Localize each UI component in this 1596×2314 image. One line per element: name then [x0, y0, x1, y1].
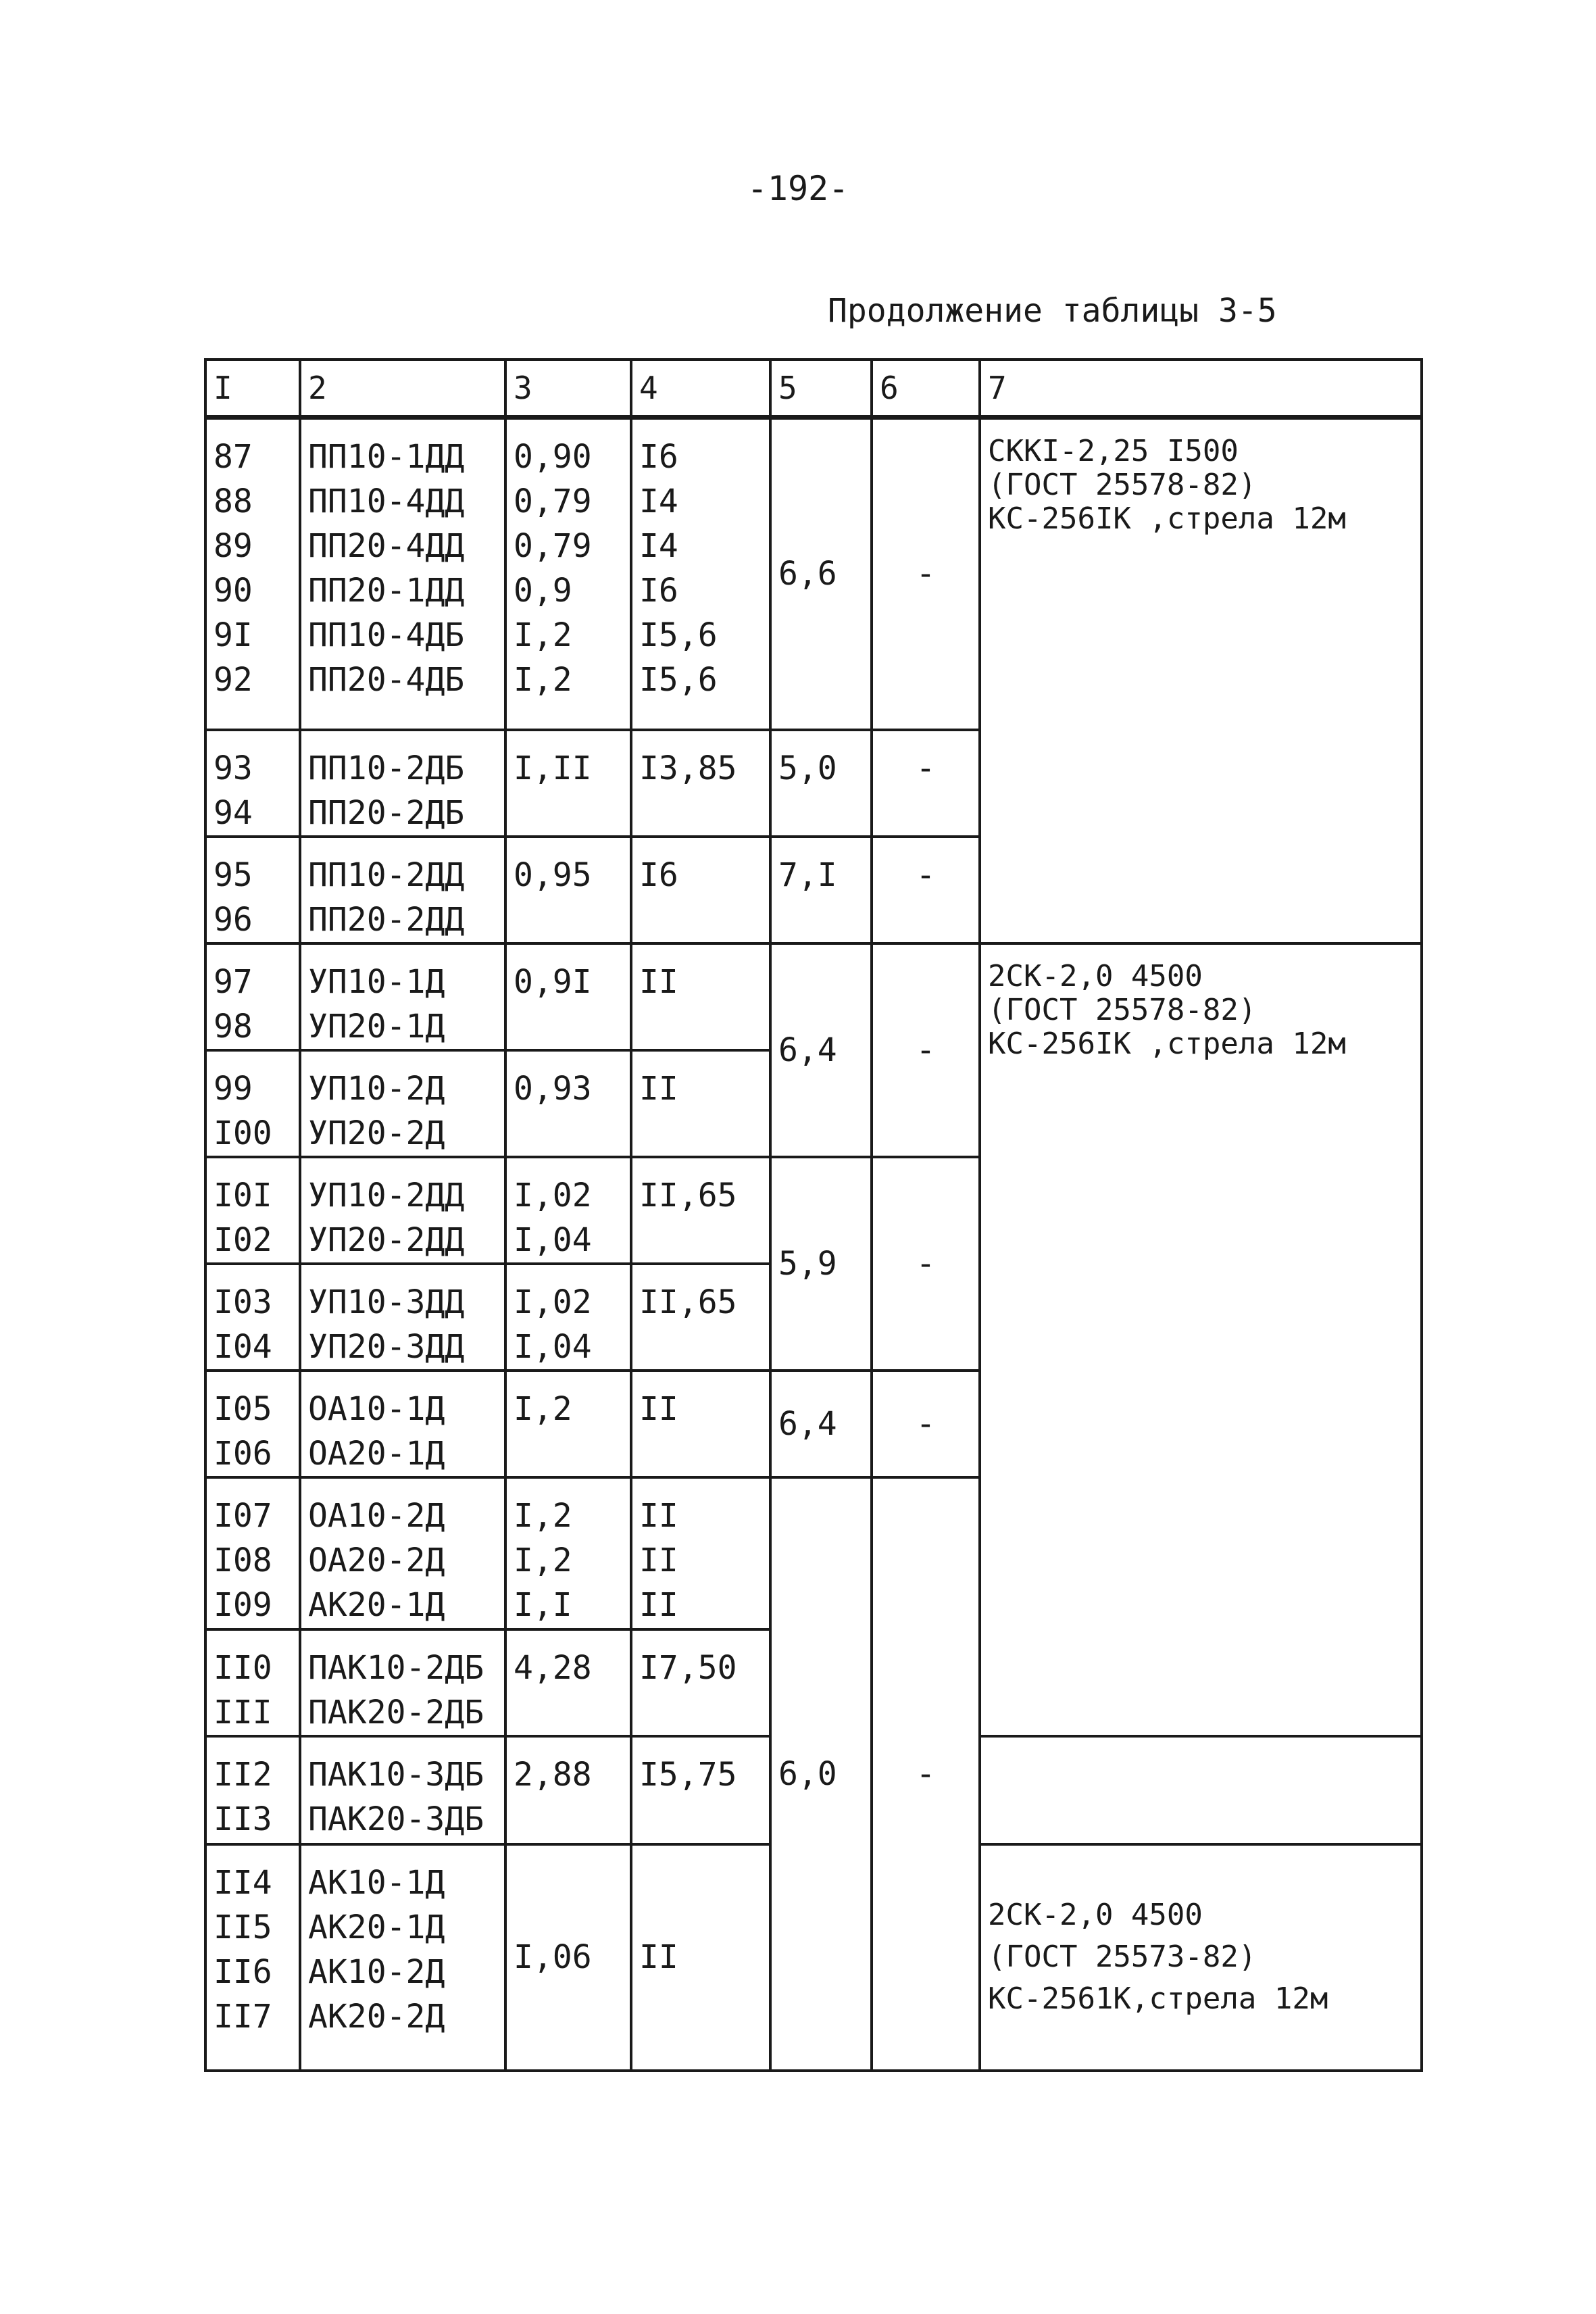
col5-value: 6,0	[770, 1477, 872, 2071]
row-numbers: 97 98	[205, 943, 300, 1050]
col3-values: I,02 I,04	[505, 1264, 631, 1371]
header-cell: 6	[872, 360, 980, 418]
col3-values: 2,88	[505, 1736, 631, 1844]
col4-values: II II II	[631, 1477, 770, 1629]
col3-values: 4,28	[505, 1629, 631, 1736]
col4-values: I5,75	[631, 1736, 770, 1844]
col5-value: 6,6	[770, 418, 872, 730]
col4-values: I3,85	[631, 730, 770, 837]
header-cell: 3	[505, 360, 631, 418]
crane-spec: 2СК-2,0 4500 (ГОСТ 25573-82) КС-2561К,стрела 12м	[980, 1844, 1422, 2071]
col6-dash: -	[872, 730, 980, 837]
mark-names: ПАК10-3ДБ ПАК20-3ДБ	[300, 1736, 505, 1844]
col3-values: I,06	[505, 1844, 631, 2071]
col5-value: 6,4	[770, 1371, 872, 1477]
col3-values: I,2 I,2 I,I	[505, 1477, 631, 1629]
data-table	[204, 358, 1423, 2072]
header-cell: 7	[980, 360, 1422, 418]
header-cell: I	[205, 360, 300, 418]
col3-values: 0,90 0,79 0,79 0,9 I,2 I,2	[505, 418, 631, 730]
mark-names: ОА10-1Д ОА20-1Д	[300, 1371, 505, 1477]
row-numbers: I03 I04	[205, 1264, 300, 1371]
mark-names: УП10-2Д УП20-2Д	[300, 1050, 505, 1157]
col4-values: II	[631, 1371, 770, 1477]
row-numbers: 95 96	[205, 837, 300, 943]
mark-names: ПАК10-2ДБ ПАК20-2ДБ	[300, 1629, 505, 1736]
table-caption: Продолжение таблицы 3-5	[828, 292, 1277, 330]
col4-values: II	[631, 1844, 770, 2071]
table-header-row	[205, 360, 1422, 418]
crane-spec: 2СК-2,0 4500 (ГОСТ 25578-82) КС-256IК ,стрела 12м	[980, 943, 1422, 1736]
row-numbers: 93 94	[205, 730, 300, 837]
col3-values: 0,95	[505, 837, 631, 943]
col3-values: I,02 I,04	[505, 1157, 631, 1264]
col6-dash: -	[872, 1371, 980, 1477]
col4-values: I6	[631, 837, 770, 943]
col3-values: 0,93	[505, 1050, 631, 1157]
row-numbers: 87 88 89 90 9I 92	[205, 418, 300, 730]
mark-names: УП10-1Д УП20-1Д	[300, 943, 505, 1050]
col6-dash: -	[872, 418, 980, 730]
row-numbers: II4 II5 II6 II7	[205, 1844, 300, 2071]
mark-names: ПП10-2ДД ПП20-2ДД	[300, 837, 505, 943]
mark-names: ПП10-1ДД ПП10-4ДД ПП20-4ДД ПП20-1ДД ПП10-4ДБ ПП20-4ДБ	[300, 418, 505, 730]
col5-value: 5,9	[770, 1157, 872, 1371]
col4-values: I6 I4 I4 I6 I5,6 I5,6	[631, 418, 770, 730]
row-numbers: 99 I00	[205, 1050, 300, 1157]
col6-dash: -	[872, 1477, 980, 2071]
col3-values: I,II	[505, 730, 631, 837]
col6-dash: -	[872, 943, 980, 1157]
mark-names: УП10-2ДД УП20-2ДД	[300, 1157, 505, 1264]
col4-values: I7,50	[631, 1629, 770, 1736]
col4-values: II	[631, 1050, 770, 1157]
header-cell: 2	[300, 360, 505, 418]
mark-names: УП10-3ДД УП20-3ДД	[300, 1264, 505, 1371]
row-numbers: II0 III	[205, 1629, 300, 1736]
col5-value: 6,4	[770, 943, 872, 1157]
col6-dash: -	[872, 1157, 980, 1371]
row-numbers: II2 II3	[205, 1736, 300, 1844]
crane-spec: СККI-2,25 I500 (ГОСТ 25578-82) КС-256IК ,стрела 12м	[980, 418, 1422, 943]
col5-value: 7,I	[770, 837, 872, 943]
row-numbers: I05 I06	[205, 1371, 300, 1477]
col4-values: II,65	[631, 1157, 770, 1264]
table-row	[205, 418, 1422, 730]
header-cell: 4	[631, 360, 770, 418]
col3-values: I,2	[505, 1371, 631, 1477]
table-row	[205, 943, 1422, 1050]
row-numbers: I07 I08 I09	[205, 1477, 300, 1629]
mark-names: ОА10-2Д ОА20-2Д АК20-1Д	[300, 1477, 505, 1629]
page-number: -192-	[747, 169, 849, 208]
col6-dash: -	[872, 837, 980, 943]
col3-values: 0,9I	[505, 943, 631, 1050]
col4-values: II,65	[631, 1264, 770, 1371]
col4-values: II	[631, 943, 770, 1050]
header-cell: 5	[770, 360, 872, 418]
row-numbers: I0I I02	[205, 1157, 300, 1264]
mark-names: ПП10-2ДБ ПП20-2ДБ	[300, 730, 505, 837]
col5-value: 5,0	[770, 730, 872, 837]
mark-names: АК10-1Д АК20-1Д АК10-2Д АК20-2Д	[300, 1844, 505, 2071]
